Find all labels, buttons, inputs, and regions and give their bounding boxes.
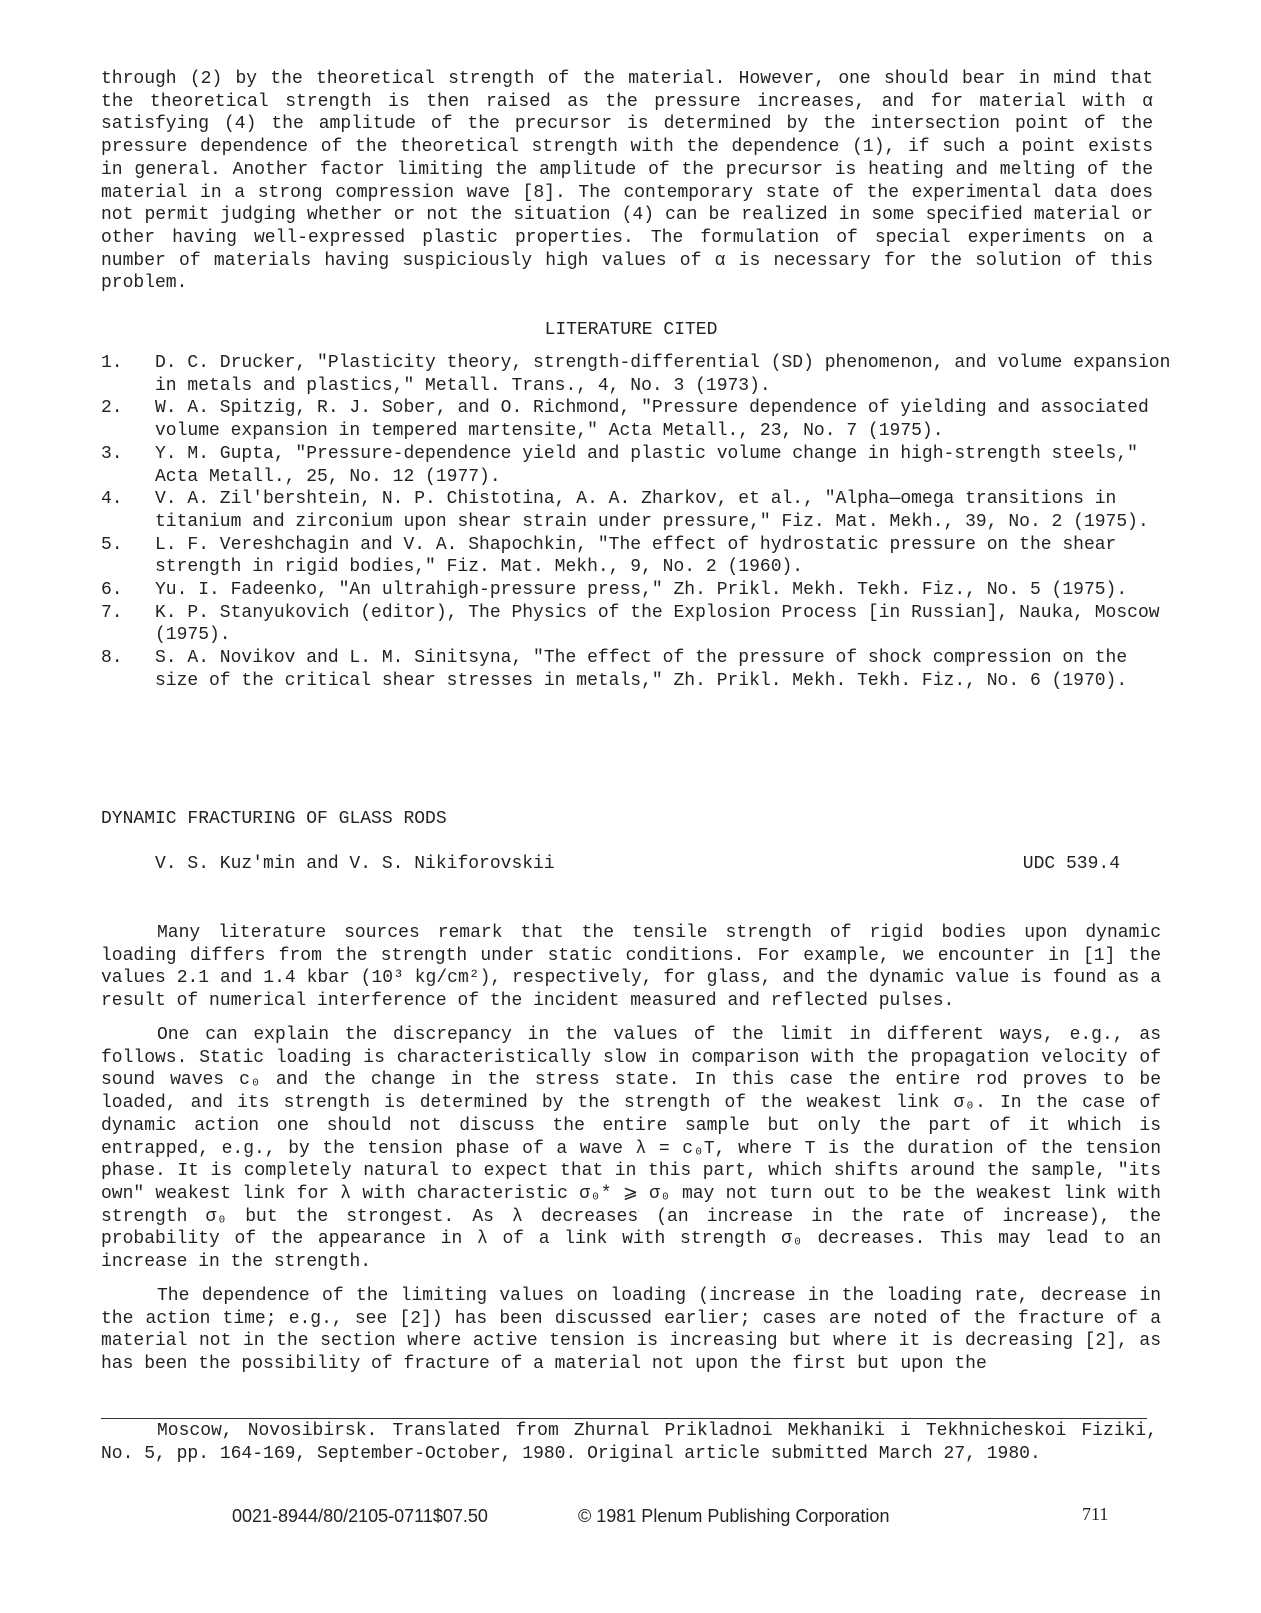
article-paragraph: Many literature sources remark that the tensile strength of rigid bodies upon dynamic loading differs from the strength under static conditions. For example, we encounter in [1] the values 2.1 and 1.4 kbar (10³ kg/cm²), respectively, for glass, and the dynamic value is found as a result of numerical interference of the incident measured and reflected pulses. [101, 923, 1161, 1012]
article-title: DYNAMIC FRACTURING OF GLASS RODS [101, 809, 447, 829]
footnote-divider [101, 1418, 1147, 1419]
reference-number: 3. [101, 443, 123, 464]
footnote: Moscow, Novosibirsk. Translated from Zhurnal Prikladnoi Mekhaniki i Tekhnicheskoi Fiziki, No. 5, pp. 164-169, September-October, 1980. Original article submitted March 27, 1980. [101, 1421, 1157, 1464]
reference-text: K. P. Stanyukovich (editor), The Physics of the Explosion Process [in Russian], Nauka, Moscow (1975). [155, 602, 1160, 646]
reference-text: Y. M. Gupta, "Pressure-dependence yield and plastic volume change in high-strength steels," Acta Metall., 25, No. 12 (1977). [155, 443, 1138, 487]
article-authors: V. S. Kuz'min and V. S. Nikiforovskii [155, 854, 555, 874]
reference-item [101, 488, 1171, 533]
reference-item [101, 397, 1171, 442]
reference-item [101, 579, 1171, 602]
article-paragraph: The dependence of the limiting values on loading (increase in the loading rate, decrease in the action time; e.g., see [2]) has been discussed earlier; cases are noted of the fracture of a material not in the section where active tension is increasing but where it is decreasing [2], as has been the possibility of fracture of a material not upon the first but upon the [101, 1286, 1161, 1375]
reference-item [101, 647, 1171, 692]
reference-item [101, 534, 1171, 579]
reference-number: 2. [101, 398, 123, 419]
reference-text: S. A. Novikov and L. M. Sinitsyna, "The effect of the pressure of shock compression on the size of the critical shear stresses in metals," Zh. Prikl. Mekh. Tekh. Fiz., No. 6 (1970). [155, 648, 1128, 691]
reference-list [101, 352, 1171, 693]
continued-paragraph: through (2) by the theoretical strength of the material. However, one should bear in mind that the theoretical strength is then raised as the pressure increases, and for material with α satisfying (4) the amplitude of the precursor is determined by the intersection point of the pressure dependence of the theoretical strength with the dependence (1), if such a point exists in general. Another factor limiting the amplitude of the precursor is heating and melting of the material in a strong compression wave [8]. The contemporary state of the experimental data does not permit judging whether or not the situation (4) can be realized in some specified material or other having well-expressed plastic properties. The formulation of special experiments on a number of materials having suspiciously high values of α is necessary for the solution of this problem. [101, 69, 1153, 294]
reference-number: 5. [101, 534, 123, 555]
reference-text: W. A. Spitzig, R. J. Sober, and O. Richmond, "Pressure dependence of yielding and associated volume expansion in tempered martensite," Acta Metall., 23, No. 7 (1975). [155, 398, 1149, 442]
udc-code: UDC 539.4 [1022, 854, 1120, 874]
reference-number: 7. [101, 602, 123, 623]
reference-number: 1. [101, 353, 123, 373]
reference-number: 6. [101, 580, 123, 601]
reference-number: 4. [101, 489, 123, 510]
reference-text: L. F. Vereshchagin and V. A. Shapochkin, "The effect of hydrostatic pressure on the shear strength in rigid bodies," Fiz. Mat. Mekh., 9, No. 2 (1960). [155, 534, 1117, 578]
reference-text: Yu. I. Fadeenko, "An ultrahigh-pressure press," Zh. Prikl. Mekh. Tekh. Fiz., No. 5 (1975). [155, 580, 1128, 601]
reference-text: D. C. Drucker, "Plasticity theory, strength-differential (SD) phenomenon, and volume expansion in metals and plastics," Metall. Trans., 4, No. 3 (1973). [155, 353, 1171, 396]
reference-item [101, 602, 1171, 647]
reference-number: 8. [101, 648, 123, 669]
article-paragraph: One can explain the discrepancy in the values of the limit in different ways, e.g., as follows. Static loading is characteristically slow in comparison with the propagation velocity of sound waves c₀ and the change in the stress state. In this case the entire rod proves to be loaded, and its strength is determined by the strength of the weakest link σ₀. In the case of dynamic action one should not discuss the entire sample but only the part of it which is entrapped, e.g., by the tension phase of a wave λ = c₀T, where T is the duration of the tension phase. It is completely natural to expect that in this part, which shifts around the sample, "its own" weakest link for λ with characteristic σ₀* ⩾ σ₀ may not turn out to be the weakest link with strength σ₀ but the strongest. As λ decreases (an increase in the rate of increase), the probability of the appearance in λ of a link with strength σ₀ decreases. This may lead to an increase in the strength. [101, 1025, 1161, 1273]
literature-heading: LITERATURE CITED [544, 320, 718, 340]
reference-item [101, 443, 1171, 488]
reference-item [101, 352, 1171, 397]
copyright-notice: © 1981 Plenum Publishing Corporation [578, 1506, 890, 1526]
publication-code: 0021-8944/80/2105-0711$07.50 [232, 1506, 488, 1526]
page-number: 711 [1082, 1504, 1109, 1524]
reference-text: V. A. Zil'bershtein, N. P. Chistotina, A. A. Zharkov, et al., "Alpha—omega transitions in titanium and zirconium upon shear strain under pressure," Fiz. Mat. Mekh., 39, No. 2 (1975). [155, 489, 1149, 532]
